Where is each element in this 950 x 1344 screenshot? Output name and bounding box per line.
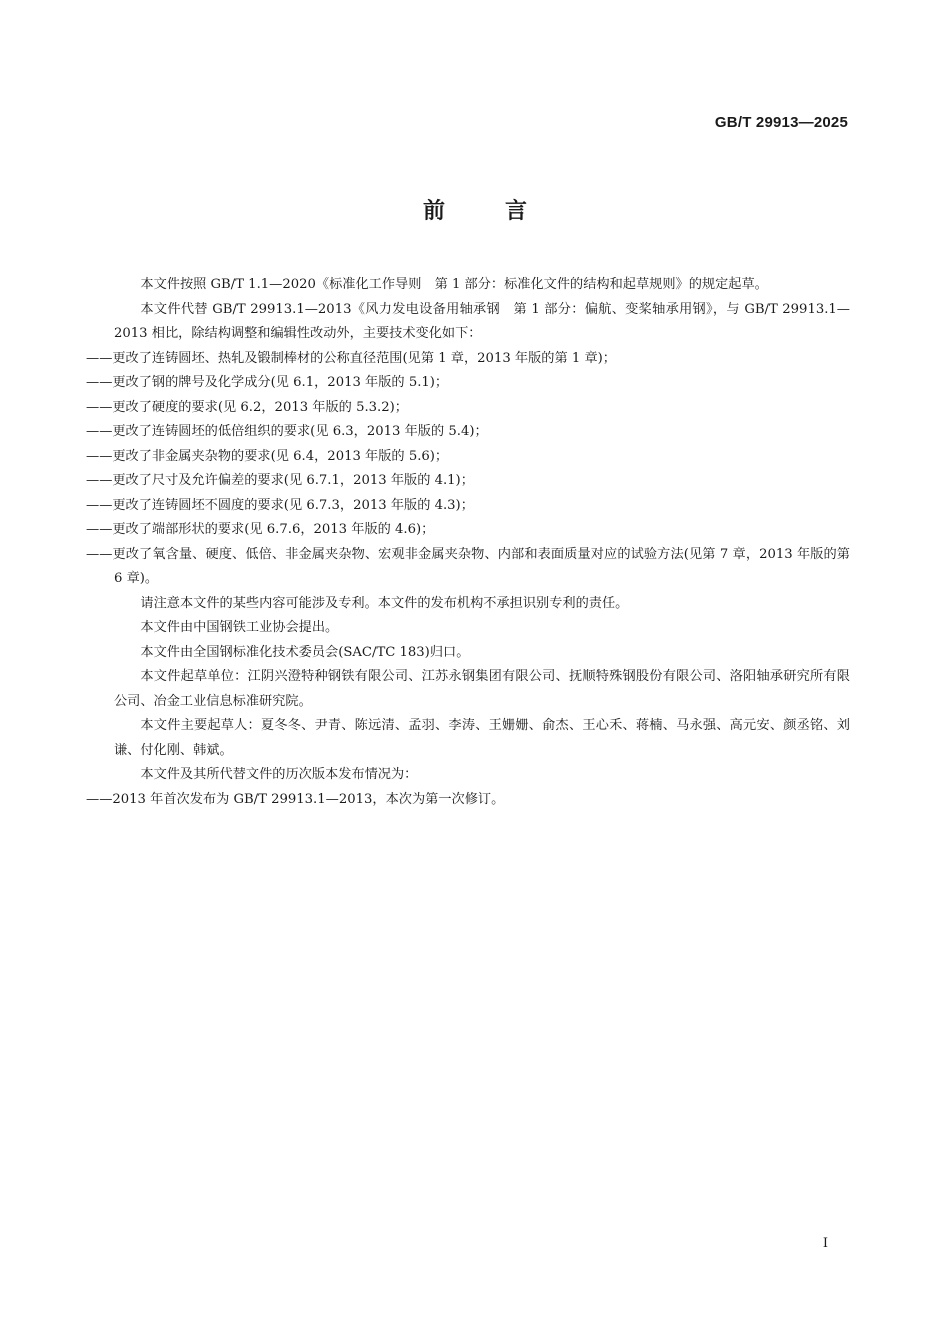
committee-paragraph: 本文件由全国钢标准化技术委员会(SAC/TC 183)归口。 bbox=[140, 644, 470, 660]
document-body bbox=[86, 273, 850, 812]
change-item: ——更改了硬度的要求(见 6.2，2013 年版的 5.3.2)； bbox=[86, 399, 408, 415]
page-number: I bbox=[822, 1236, 828, 1251]
change-item: ——更改了尺寸及允许偏差的要求(见 6.7.1，2013 年版的 4.1)； bbox=[86, 473, 474, 488]
drafters-paragraph: 本文件主要起草人：夏冬冬、尹青、陈远清、孟羽、李涛、王姗姗、俞杰、王心禾、蒋楠、马永强、高元安、颜丞铭、刘谦、付化刚、韩斌。 bbox=[114, 718, 850, 758]
replacement-paragraph: 本文件代替 GB/T 29913.1—2013《风力发电设备用轴承钢 第 1 部分：偏航、变桨轴承用钢》，与 GB/T 29913.1—2013 相比，除结构调整和编辑性改动外，主要技术变化如下： bbox=[114, 301, 850, 341]
patent-notice: 请注意本文件的某些内容可能涉及专利。本文件的发布机构不承担识别专利的责任。 bbox=[140, 595, 629, 611]
change-item: ——更改了连铸圆坯的低倍组织的要求(见 6.3，2013 年版的 5.4)； bbox=[86, 424, 488, 439]
change-item: ——更改了连铸圆坯不圆度的要求(见 6.7.3，2013 年版的 4.3)； bbox=[86, 497, 474, 513]
history-item: ——2013 年首次发布为 GB/T 29913.1—2013，本次为第一次修订。 bbox=[86, 791, 505, 807]
proposer-paragraph: 本文件由中国钢铁工业协会提出。 bbox=[140, 620, 339, 635]
change-item: ——更改了钢的牌号及化学成分(见 6.1，2013 年版的 5.1)； bbox=[86, 375, 449, 390]
intro-paragraph: 本文件按照 GB/T 1.1—2020《标准化工作导则 第 1 部分：标准化文件的结构和起草规则》的规定起草。 bbox=[140, 277, 768, 292]
drafting-units-paragraph: 本文件起草单位：江阴兴澄特种钢铁有限公司、江苏永钢集团有限公司、抚顺特殊钢股份有限公司、洛阳轴承研究所有限公司、冶金工业信息标准研究院。 bbox=[114, 669, 850, 709]
change-item: ——更改了氧含量、硬度、低倍、非金属夹杂物、宏观非金属夹杂物、内部和表面质量对应的试验方法(见第 7 章，2013 年版的第 6 章)。 bbox=[86, 546, 850, 586]
document-code: GB/T 29913—2025 bbox=[714, 114, 848, 131]
change-item: ——更改了连铸圆坯、热轧及锻制棒材的公称直径范围(见第 1 章，2013 年版的第 1 章)； bbox=[86, 350, 616, 366]
page-title: 前言 bbox=[422, 199, 587, 224]
history-intro-paragraph: 本文件及其所代替文件的历次版本发布情况为： bbox=[140, 767, 418, 782]
change-item: ——更改了端部形状的要求(见 6.7.6，2013 年版的 4.6)； bbox=[86, 522, 435, 537]
change-item: ——更改了非金属夹杂物的要求(见 6.4，2013 年版的 5.6)； bbox=[86, 448, 449, 464]
